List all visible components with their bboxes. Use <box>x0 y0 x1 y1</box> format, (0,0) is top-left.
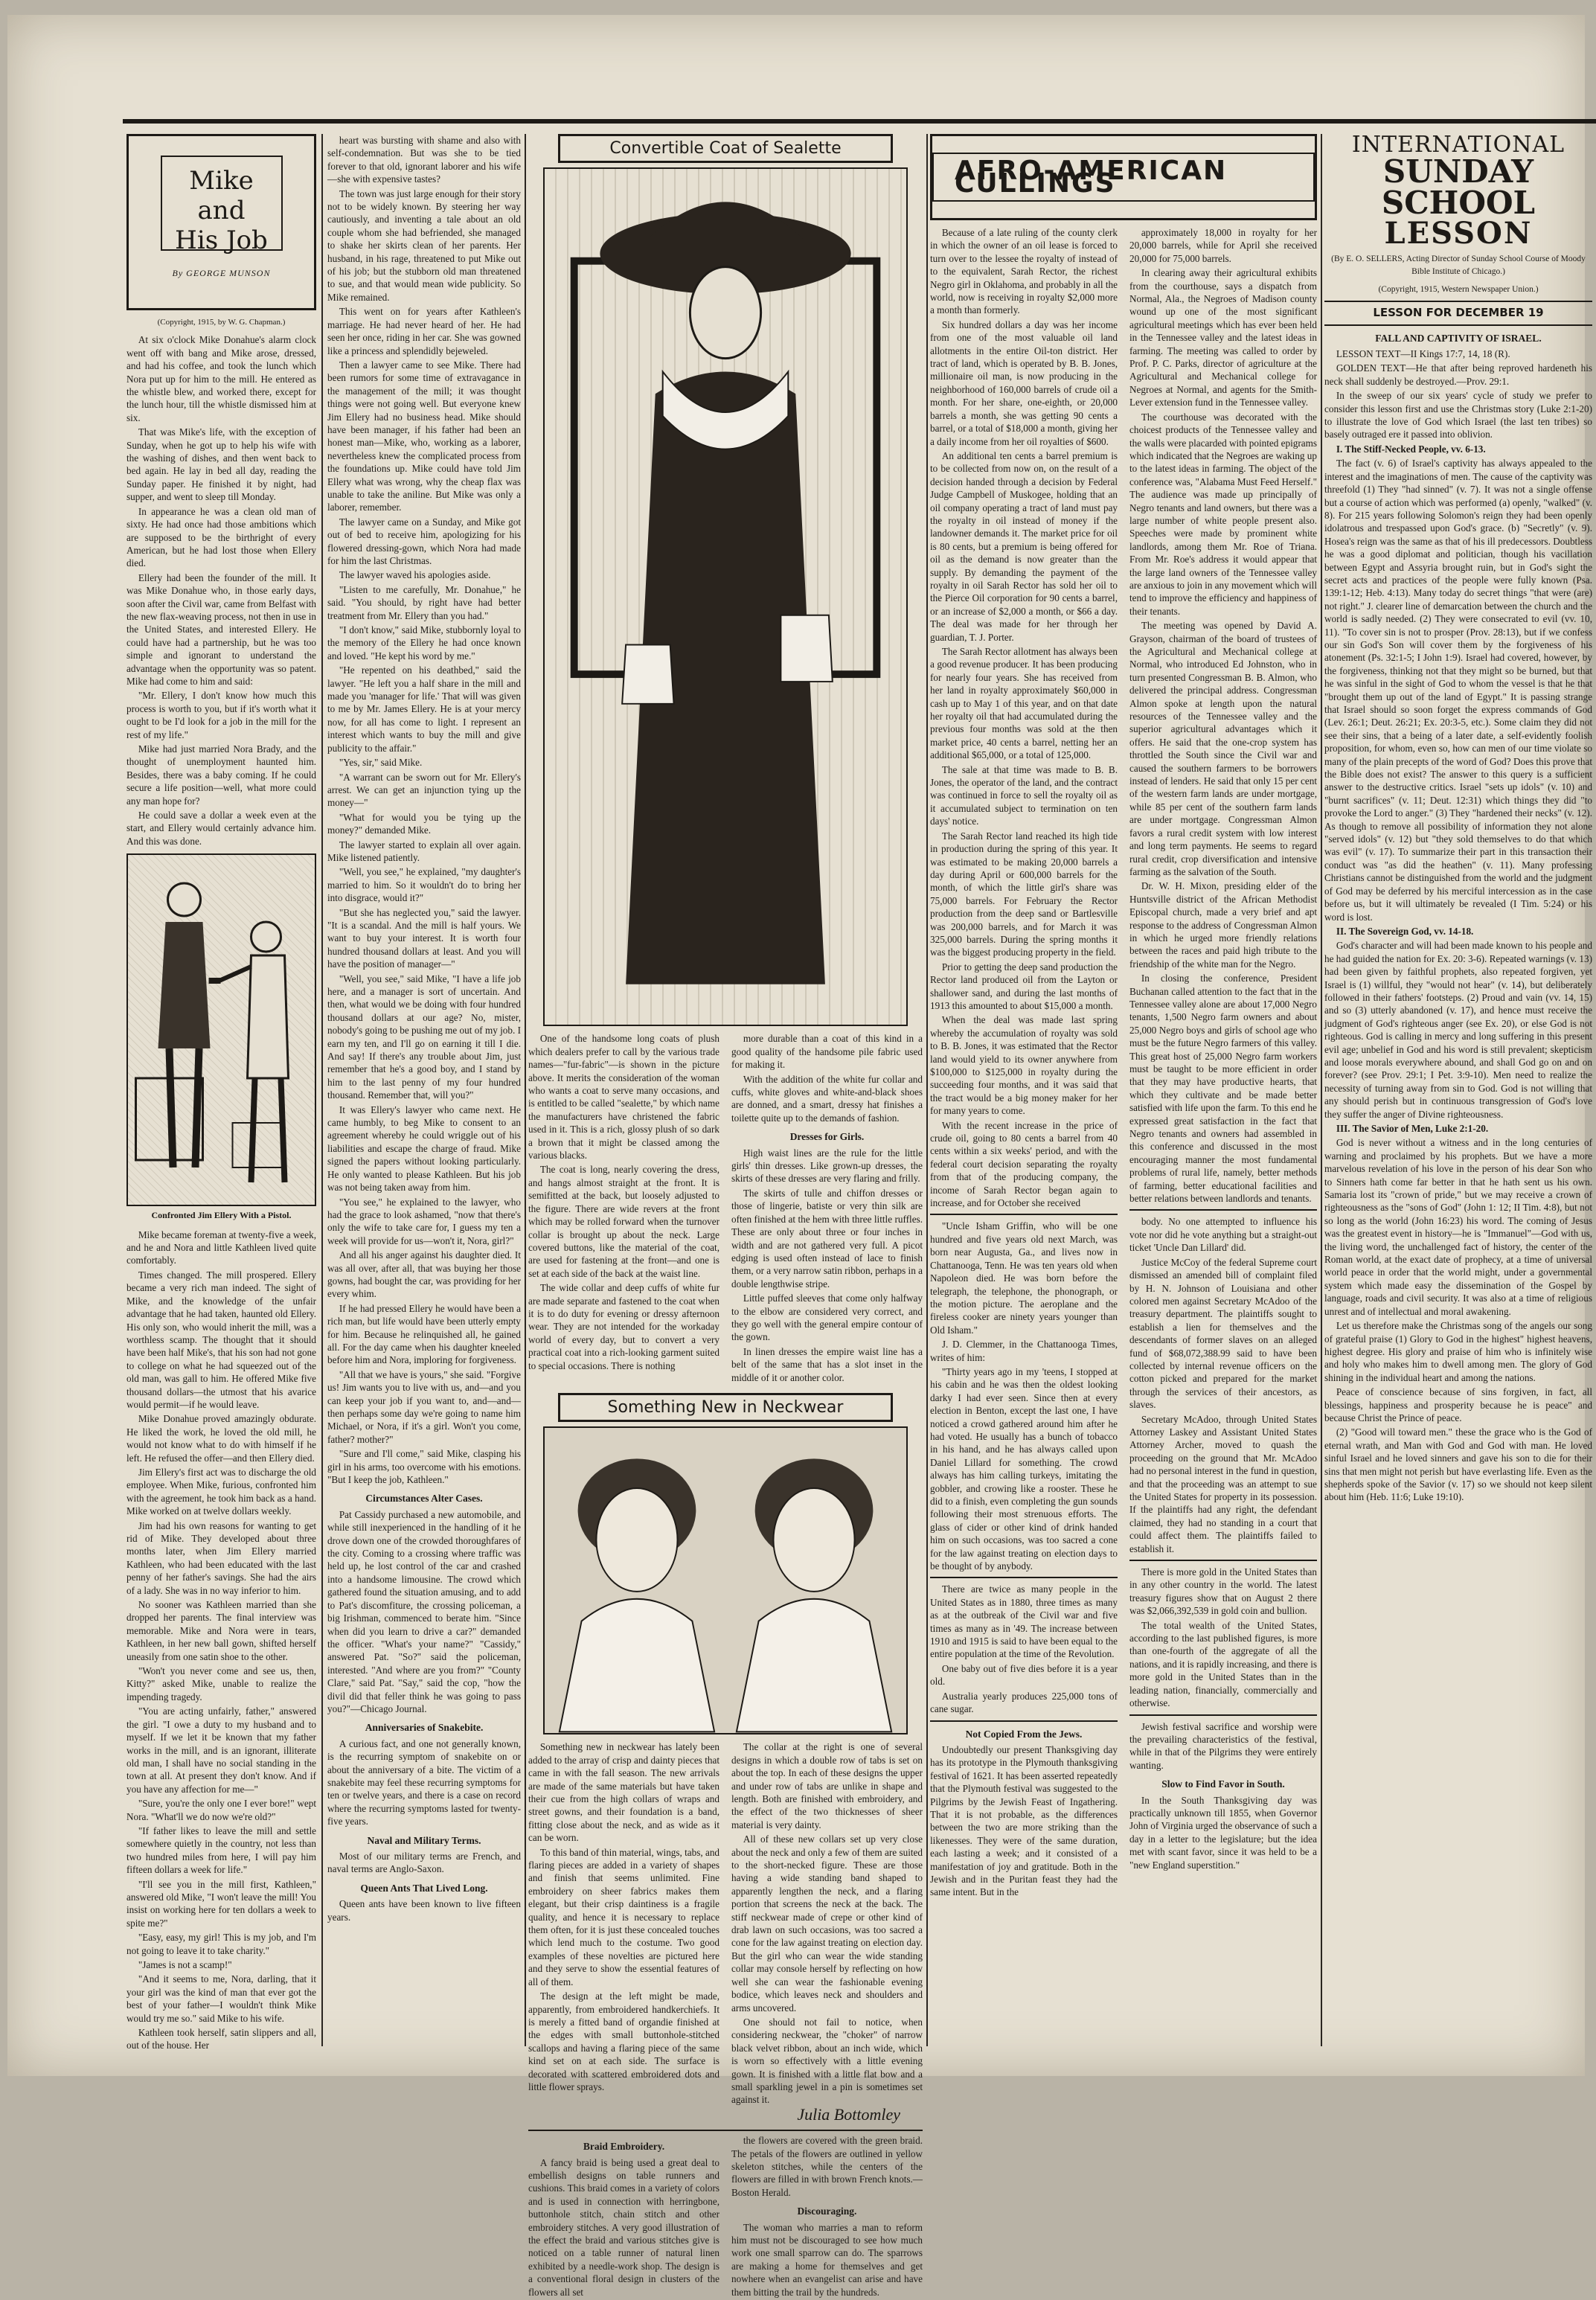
cullings-masthead <box>930 134 1317 220</box>
column-divider <box>321 134 323 2046</box>
section-heading: Braid Embroidery. <box>583 2141 665 2153</box>
braid-article <box>528 2130 923 2300</box>
paragraph: Queen ants have been known to live fifteen years. <box>327 1898 521 1923</box>
lesson-copyright: (Copyright, 1915, Western Newspaper Union.) <box>1378 284 1539 294</box>
paragraph: "You are acting unfairly, father," answered the girl. "I owe a duty to my husband and to myself. If we let it be known that my father works in the mill, and is an ignorant, illiterate old man, I shall have no social standing in the town at all. At present they don't know. And if you have any affection for me—" <box>126 1705 316 1795</box>
paragraph: The total wealth of the United States, according to the last published figures, is more than one-fourth of the aggregate of all the nations, and it is rapidly increasing, and there is more gold in the United States than in the leading nation, financially, commercially and otherwise. <box>1129 1619 1317 1709</box>
paragraph: "A warrant can be sworn out for Mr. Ellery's arrest. We can get an injunction tying up the money—" <box>327 771 521 809</box>
paragraph: "What for would you be tying up the money?" demanded Mike. <box>327 811 521 836</box>
lesson-subject: FALL AND CAPTIVITY OF ISRAEL. <box>1375 332 1542 344</box>
paragraph: J. D. Clemmer, in the Chattanooga Times, writes of him: <box>930 1339 1118 1363</box>
paragraph: "Thirty years ago in my 'teens, I stopped at his cabin and he was then the oldest looking darky I had ever seen. Since then at every election in Benton, except the last one, I have noticed a crowd gathered around him after he had voted. He usually has a bunch of tobacco in his hand, and he has always called upon Daniel Lillard for something. The crowd always has him calling turkeys, imitating the gobbler, and crowing like a rooster. These he did to a finish, even completing the gun sounds following their most strenuous efforts. The glass of cider or other kind of drink handed him on such occasions, was too sacred a cone for the law against treating on election days to be thought of by anybody. <box>930 1365 1118 1572</box>
neckwear-feature-title: Something New in Neckwear <box>558 1393 893 1422</box>
paragraph: God's character and will had been made known to his people and he had guided the nation for Ex. 20: 3-6). Repeated warnings (v. 13) had been given by faithful prophets, also repeated forgiven, yet Israel is (1) willful, they "would not hear" (v. 14), but deliberately followed in their fathers' footsteps. (2) Proud and vain (vv. 14, 15) and so (3) utterly abandoned (v. 17), and hence must receive the judgment of God's righteous anger (see Ex. 20), or else God is not righteous. God is calling in mercy and long suffering in this present evil age; unbelief in God and his word is still prevalent; skepticism and loose morals everywhere abound, and shall God go on and on forever? (see Prov. 29:1; I Pet. 3:9-10). Men need to realize the necessity of turning away from sin to God. God is not willing that any should perish but in continuous transgression of God's love they suffer the anger of Divine righteousness. <box>1324 940 1592 1120</box>
column-afro-american-cullings <box>930 134 1317 2054</box>
paragraph: Secretary McAdoo, through United States Attorney Laskey and Assistant United States Attorney Archer, moved to quash the proceeding on the ground that Mr. McAdoo had no personal interest in the fund in question, and that the proceeding was an attempt to sue the United States for property in its possession. If the plaintiffs had any right, the defendant claimed, they had no standing in a court that could affect them. The plaintiffs failed to establish it. <box>1129 1413 1317 1554</box>
lesson-author: (By E. O. SELLERS, Acting Director of Sunday School Course of Moody Bible Institute of Chicago.) <box>1331 254 1586 277</box>
paragraph: Jim had his own reasons for wanting to get rid of Mike. They developed about three months later, when Jim Ellery married Kathleen, who had been educated with the last penny of her father's savings. She had the airs of a lady. She was in no way inferior to him. <box>126 1519 316 1596</box>
paragraph: In closing the conference, President Buchanan called attention to the fact that in the Tennessee valley alone are about 17,000 Negro tenants, 1,500 Negro farm owners and about 25,000 Negro boys and girls of school age who must be the future Negro farmers of this valley. This great host of 25,000 Negro farm workers must be taught to be more efficient in order that they may have productive hearts, that which they cultivate and be made better satisfied with life upon the farm. To this end he expressed great satisfaction in the fact that Negro tenants and owners had assembled in this conference and discussed in the most encouraging manner the most fundamental problems of rural life, namely, better methods of farming, better educational facilities and better relations between landlords and tenants. <box>1129 973 1317 1205</box>
paragraph: Most of our military terms are French, and naval terms are Anglo-Saxon. <box>327 1851 521 1875</box>
paragraph: heart was bursting with shame and also with self-condemnation. But was she to be tied forever to that old, ignorant laborer and his wife—she with expensive tastes? <box>327 135 521 185</box>
paragraph: The Sarah Rector land reached its high tide in production during the spring of this year. It was estimated to be making 20,000 barrels a day during April or 600,000 barrels for the month, of which the little girl's share was 75,000 barrels. For February the Rector production from the deep sand or Bartlesville was 200,000 barrels, and for March it was 325,000 barrels. During the spring months it was the biggest producing property in the field. <box>930 830 1118 958</box>
paragraph: Times changed. The mill prospered. Ellery became a very rich man indeed. The sight of Mike, and the knowledge of the unfair advantage that he had taken, haunted old Ellery. His only son, who would inherit the mill, was a worthless scamp. The thought that it should have been half Mike's, that his son had not gone to college on what he had squeezed out of the old man, was gall to him. He offered Mike five thousand dollars—the utmost that his avarice would permit—if he would leave. <box>126 1269 316 1410</box>
paragraph: "Listen to me carefully, Mr. Donahue," he said. "You should, by right have had better treatment from Mr. Ellery than you had." <box>327 583 521 621</box>
paragraph: "I don't know," said Mike, stubbornly loyal to the memory of the Ellery he had once known and loved. "He kept his word by me." <box>327 624 521 662</box>
paragraph: In linen dresses the empire waist line has a belt of the same that has a slot inset in the middle of it or another color. <box>731 1345 923 1383</box>
paragraph: Dr. W. H. Mixon, presiding elder of the Huntsville district of the African Methodist Episcopal church, made a very brief and apt response to the address of Congressman Almon in which he urged more friendly relations between the races and paid high tribute to the friendship of the white man for the Negro. <box>1129 880 1317 970</box>
paragraph: LESSON TEXT—II Kings 17:7, 14, 18 (R). <box>1336 348 1510 360</box>
paragraph: The design at the left might be made, apparently, from embroidered handkerchiefs. It is merely a fitted band of organdie finished at the edges with small buttonhole-stitched scallops and having a flaring piece of the same kind set on at each side. The surface is decorated with scattered embroidered dots and little flower sprays. <box>528 1990 720 2092</box>
paragraph: Ellery had been the founder of the mill. It was Mike Donahue who, in those early days, soon after the Civil war, came from Belfast with the new flax-weaving process, not then in use in the United States, and interested Ellery. He could have had a partnership, but he was too simple and ignorant to understand the advantage when the opportunity was so patent. Mike had come to him and said: <box>126 571 316 687</box>
paragraph: Jewish festival sacrifice and worship were the prevailing characteristics of the festival, while in that of the Pilgrims they were entirely wanting. <box>1129 1720 1317 1771</box>
two-collars-icon <box>545 1428 906 1733</box>
paragraph: Then a lawyer came to see Mike. There had been rumors for some time of extravagance in the management of the mill; it was thought things were not going well. But everyone knew Jim Ellery had no business head. Mike should have been manager, if his father had been an honest man—Mike, who, working as a laborer, nevertheless knew the complicated process from the foundations up. Mike could have told Jim Ellery what was wrong, why the cheap flax was unable to take the aniline. But Mike was only a laborer, remember. <box>327 359 521 513</box>
paragraph: An additional ten cents a barrel premium is to be collected from now on, on the result of a decision handed through a decision by Federal Judge Campbell of Muskogee, holding that an oil company operating a tract of land must pay the royalty in oil instead of money if the landowner demands it. The market price for oil is 80 cents, but a premium is being offered for oil as the demand is now greater than the supply. By demanding the payment of the royalty in oil Sarah Rector has sold her oil to the Pierce Oil corporation for 90 cents a barrel, or an increase of $2,000 a month, or $66 a day. The deal was made for her through her guardian, T. J. Porter. <box>930 449 1118 643</box>
paragraph: There is more gold in the United States than in any other country in the world. The latest treasury figures show that on August 2 there was $2,066,392,539 in gold coin and bullion. <box>1129 1566 1317 1617</box>
paragraph: The sale at that time was made to B. B. Jones, the operator of the land, and the contract was continued in force to sell the royalty oil as it accumulated subject to termination on ten days' notice. <box>930 763 1118 827</box>
paragraph: "Easy, easy, my girl! This is my job, and I'm not going to leave it to take charity." <box>126 1932 316 1956</box>
cullings-title: AFRO-AMERICAN CULLINGS <box>932 153 1315 202</box>
paragraph: This went on for years after Kathleen's marriage. He had never heard of her. He had seen her once, riding in her car. She was gowned like a princess and splendidly bejeweled. <box>327 306 521 356</box>
paragraph: There are twice as many people in the United States as in 1880, three times as many as at the outbreak of the Civil war and five times as many as in '49. The increase between 1910 and 1915 is said to have been equal to the entire population at the time of the Revolution. <box>930 1583 1118 1660</box>
paragraph: Something new in neckwear has lately been added to the array of crisp and dainty pieces that came in with the fall season. The new arrivals are made of the same materials but have taken their cue from the high collars of wraps and street gowns, and their foundation is a band, fitting close about the neck, and as wide as it can be worn. <box>528 1741 720 1844</box>
section-heading: Circumstances Alter Cases. <box>365 1493 483 1505</box>
paragraph: The lawyer waved his apologies aside. <box>339 569 491 581</box>
paragraph: When the deal was made last spring whereby the accumulation of royalty was sold to B. B. Jones, it was estimated that the Rector land would yield to its owner anywhere from $100,000 to $125,000 in royalty during the succeeding four months, and it was said that the tract would be a big money maker for her for many years to come. <box>930 1014 1118 1117</box>
paragraph: The wide collar and deep cuffs of white fur are made separate and fastened to the coat when it is to do duty for evening or dressy afternoon wear. They are not intended for the workaday world of every day, but to convert a very practical coat into a rich-looking garment suited to special occasions. There is nothing <box>528 1282 720 1371</box>
signature: Julia Bottomley <box>797 2104 900 2124</box>
paragraph: With the recent increase in the price of crude oil, going to 80 cents a barrel from 40 cents within a six weeks' period, and with the federal court decision separating the royalty from that of the producing company, the income of Sarah Rector began again to increase, and for October she received <box>930 1119 1118 1209</box>
section-heading: II. The Sovereign God, vv. 14-18. <box>1336 925 1474 937</box>
paragraph: A curious fact, and one not generally known, is the recurring symptom of snakebite on or about the anniversary of a bite. The victim of a snakebite may feel these recurring symptoms for ten or twelve years, and there is a case on record where the recurring symptoms lasted for twenty-five years. <box>327 1737 521 1827</box>
column-divider <box>926 134 928 2046</box>
paragraph: Mike became foreman at twenty-five a week, and he and Nora and little Kathleen lived quite comfortably. <box>126 1229 316 1266</box>
paragraph: The fact (v. 6) of Israel's captivity has always appealed to the interest and the imaginations of men. The cause of the captivity was threefold (1) They "had sinned" (v. 7). It was not a single offense but a course of action which was performed (a) openly, "walked" (v. 8). For 215 years following Solomon's reign they had been openly idolatrous and trespassed upon God's grace. (b) "Secretly" (v. 9). Hosea's reign was the same as that of his ill predecessors. Doubtless he was a good diplomat and politician, though his vacillation between Egypt and Assyria brought ruin, but in God's sight the secret acts and practices of the people were fully known (Psa. 139:1-12; Heb. 4:13). Many today do secret things "that were (are) not right." J. clearer line of demarcation between the church and the world is sadly needed. (2) They were consecrated to evil (vv. 10, 11). "To cover sin is not to prosper (Prov. 28:13), but if we confess our sin God's Son will cover them by the forgiveness of his atonement (Ps. 32:1-5; I John 1:9). Israel had covered, however, by the forgiveness, thinking not that they might so be burned, but that he was sinful in the sight of God to whom the vessel is that he that "brought them up out of the land of Egypt." It is passing strange that Israel should so soon forget the express commands of God (Lev. 26:1; Deut. 26:21; Ex. 20:3-5, etc.). Some claim they did not see their sins, that a being of a later date, a self-evidently foolish proposition, for whom, even so, how can men of our time violate so many of the plain precepts of the word of God? Does this prove that the Bible does not exist? The answer to this query is a sufficient answer to the destructive critics. Israel "sets up idols" (v. 10) and "burnt sacrifices" (v. 11; Deut. 12:31) which things they did "to provoke the Lord to anger." (3) They "hardened their necks" (v. 12). As though to remove all possibility of information they not alone "served idols" (v. 12) but "they sold themselves to do that which was evil" (v. 17). To summarize their part in this transaction their conduct was "as did the heathen" (v. 11). Many professing Christians cannot be distinguished from the world and the judgment of God may be deferred by his merciful intercession as in the case before us, but it will ultimately be revealed (I Tim. 5:24) or his word is lost. <box>1324 458 1592 923</box>
column-divider <box>525 134 526 2046</box>
paragraph: At six o'clock Mike Donahue's alarm clock went off with bang and Mike arose, dressed, and had his coffee, and took the lunch which Nora put up for him to the mill. He entered as the whistle blew, and worked there, except for the lunch hour, till the whistle dismissed him at six. <box>126 334 316 423</box>
lesson-date: LESSON FOR DECEMBER 19 <box>1373 306 1544 320</box>
paragraph: God is never without a witness and in the long centuries of warning and proclaimed by his prophets. But we have a more marvelous revelation of his love in the person of his dear Son who to Sinners hath come far better in that he hath sent us his own. Samaria lost its "crown of pride," but we may receive a crown of righteousness as the "sons of God" (John 1: 12; II Tim. 4:8), but not so long as the world (John 16:23) his word. The coming of Jesus was the greatest event in history—he is "Immanuel"—God with us, the living word, the unchallenged fact of history, the center of the Roman world, at the exact date of prophecy, at a time of universal world peace in order that the world might, under a governmental system which made easy the dissemination of the Gospel by language, roads and civil security. It was also at a time of religious unrest and of intellectual and moral awakening. <box>1324 1137 1592 1317</box>
section-heading: Queen Ants That Lived Long. <box>360 1882 488 1894</box>
paragraph: Let us therefore make the Christmas song of the angels our song of grateful praise (1) Glory to God in the highest" highest heavens, highest degree. His glory and praise of him who is infinitely wise and holy who makes him to dwell among men. The glory of God shining in the individual heart and among the nations. <box>1324 1320 1592 1383</box>
paragraph: One of the handsome long coats of plush which dealers prefer to call by the various trade names—"fur-fabric"—is shown in the picture above. It merits the consideration of the woman who wants a coat to serve many occasions, and is entitled to be called "sealette," by which name the manufacturers have christened the fabric used in it. This is a rich, glossy plush of so dark a brown that it might be classed among the various blacks. <box>528 1033 720 1162</box>
paragraph: In the sweep of our six years' cycle of study we prefer to consider this lesson first and use the Christmas story (Luke 2:1-20) to illustrate the love of God which Israel (the last ten tribes) so basely outraged ere it passed into oblivion. <box>1324 390 1592 441</box>
paragraph: the flowers are covered with the green braid. The petals of the flowers are outlined in yellow skeleton stitches, while the centers of the flowers are filled in with brown French knots.—Boston Herald. <box>731 2135 923 2198</box>
paragraph: The Sarah Rector allotment has always been a good revenue producer. It has been producing for nearly four years. She has received from her land in royalty approximately $60,000 in cash up to May 1 of this year, and on that date her royalty oil that had accumulated during the previous four months was sold at the then market price, 40 cents a barrel, netting her an additional $65,000, or a total of 125,000. <box>930 646 1118 761</box>
section-heading: Anniversaries of Snakebite. <box>365 1722 484 1734</box>
paragraph: A fancy braid is being used a great deal to embellish designs on table runners and cushions. This braid comes in a variety of colors and is used in connection with herringbone, buttonhole stitch, chain stitch and other embroidery stitches. A very good illustration of the effect the braid and various stitches give is noticed on a table runner of natural linen exhibited by a needle-work shop. The design is a conventional floral design in clusters of the flowers all set <box>528 2156 720 2298</box>
paragraph: "If father likes to leave the mill and settle somewhere quietly in the country, not less than two hundred miles from here, I will pay him fifteen dollars a week for life." <box>126 1825 316 1876</box>
column-fashion <box>528 134 923 2298</box>
paragraph: It was Ellery's lawyer who came next. He came humbly, to beg Mike to consent to an agreement whereby he could wriggle out of his liabilities and escape the charge of fraud. Mike signed the papers without looking particularly. He only wanted to please Kathleen. But his job was not being taken away from him. <box>327 1103 521 1194</box>
paragraph: The skirts of tulle and chiffon dresses or those of lingerie, batiste or very thin silk are often finished at the hem with three little ruffles. These are only about three or four inches in width and are not gathered very full. A picot edging is used often instead of lace to finish them, or a very narrow satin ribbon, perhaps in a double lengthwise stripe. <box>731 1187 923 1290</box>
paragraph: "Mr. Ellery, I don't know how much this process is worth to you, but if it's worth what it ought to be I'd look for a job in the mill for the rest of my life." <box>126 690 316 740</box>
column-mike-continued <box>327 134 521 2054</box>
coat-feature-title: Convertible Coat of Sealette <box>558 134 893 163</box>
section-heading: Dresses for Girls. <box>789 1131 865 1143</box>
paragraph: "Sure and I'll come," said Mike, clasping his girl in his arms, too overcome with his emotions. "But I keep the job, Kathleen." <box>327 1448 521 1486</box>
newspaper-page <box>7 15 1592 2298</box>
paragraph: "But she has neglected you," said the lawyer. "It is a scandal. And the mill is half yours. We want to buy your interest. It is worth four hundred thousand dollars at least. And you will have the position of manager—" <box>327 906 521 970</box>
paragraph: If he had pressed Ellery he would have been a rich man, but life would have been utterly empty for him. Because he relinquished all, he gained all. For the day came when his daughter kneeled before him and Nora, imploring for forgiveness. <box>327 1302 521 1366</box>
paragraph: Because of a late ruling of the county clerk in which the owner of an oil lease is forced to turn over to the lessee the royalty of instead of to the equivalent, Sarah Rector, the richest Negro girl in Oklahoma, and probably in all the world, now is receiving in royalty $2,000 more a month than formerly. <box>930 227 1118 316</box>
column-mike-and-his-job <box>126 134 316 2054</box>
paragraph: "All that we have is yours," she said. "Forgive us! Jim wants you to live with us, and—and you can keep your job if you want to, and—and—then perhaps some day we're going to name him Michael, or Nora, if it's a girl. Won't you come, father? mother?" <box>327 1368 521 1445</box>
paragraph: The courthouse was decorated with the choicest products of the Tennessee valley and the walls were placarded with pointed epigrams which indicated that the Negroes are waking up to the latest ideas in farming. The object of the conference was, "Alabama Must Feed Herself." The audience was made up principally of Negro tenants and land owners, but there was a large number of white people present also. Speeches were made by prominent white landlords, among them Mr. Roe of Triana. From Mr. Roe's address it would appear that the large land owners of the Tennessee valley are anxious to join in any movement which will tend to improve the efficiency and happiness of their tenants. <box>1129 411 1317 617</box>
coat-article <box>528 1032 923 1386</box>
paragraph: "Uncle Isham Griffin, who will be one hundred and five years old next March, was born near Augusta, Ga., and lives now in Chattanooga, Tenn. He was ten years old when Napoleon died. He was born before the telegraph, the telephone, the phonograph, or the motion picture. The aeroplane and the fireless cooker are ninety years younger than Old Isham." <box>930 1220 1118 1336</box>
paragraph: "Won't you never come and see us, then, Kitty?" asked Mike, unable to realize the impending tragedy. <box>126 1665 316 1702</box>
paragraph: The town was just large enough for their story not to be widely known. By steering her way cautiously, and inventing a tale about an old couple whom she had befriended, she managed to shake her skirts clean of her parents. Her husband, in his rage, threatened to put Mike out of his job; but the stubborn old man threatened to sue, and that would mean wide publicity. So Mike remained. <box>327 188 521 303</box>
section-heading: Naval and Military Terms. <box>367 1834 481 1846</box>
paragraph: The meeting was opened by David A. Grayson, chairman of the board of trustees of the Agricultural and Mechanical college at Normal, who introduced Ed Johnston, who in turn presented Congressman B. B. Almon, who delivered the principal address. Congressman Almon spoke at length upon the natural resources of the Tennessee valley and the superior agricultural advantages which it offers. He said that the one-crop system has throttled the South since the Civil war and caused the southern farmers to be borrowers instead of lenders. He said that only 15 per cent of the western farm lands are under mortgage, while 85 per cent of the southern farm lands are under mortgage. Congressman Almon favors a rural credit system with low interest and long term payments. He seems to regard rural credit, crop diversification and intensive farming as the salvation of the South. <box>1129 620 1317 877</box>
paragraph: "Sure, you're the only one I ever bore!" wept Nora. "What'll we do now we're old?" <box>126 1798 316 1822</box>
paragraph: The collar at the right is one of several designs in which a double row of tabs is set on about the top. In each of these designs the upper and under row of tabs are unlike in shape and length. Both are finished with embroidery, and the effect of the two thicknesses of sheer material is very dainty. <box>731 1741 923 1830</box>
top-rule <box>123 119 1596 124</box>
column-divider <box>1321 134 1322 2046</box>
story-title: Mike and His Job <box>161 156 283 251</box>
paragraph: "Well, you see," said Mike, "I have a life job here, and a manager is sort of uncertain. And then, what would we be doing with four hundred thousand dollars at our age? No, mister, nobody's going to be pushing me out of my job. I earn my ten, and I'll go on earning it till I die. And say! If there's any trouble about Jim, just remember that he's a good boy, and I stand by him to the last penny of my four hundred thousand. Remember that, will you?" <box>327 973 521 1101</box>
paragraph: The lawyer started to explain all over again. Mike listened patiently. <box>327 839 521 863</box>
paragraph: approximately 18,000 in royalty for her 20,000 barrels, while for April she received 20,000 for 75,000 barrels. <box>1129 227 1317 264</box>
section-heading: Slow to Find Favor in South. <box>1161 1778 1285 1790</box>
paragraph: And all his anger against his daughter died. It was all over, after all, that was buying her those gowns, had bought the car, was providing for her every whim. <box>327 1249 521 1300</box>
paragraph: "You see," he explained to the lawyer, who had the grace to look ashamed, "now that there's only the wife to take care for, I guess my ten a week will provide for us—won't it, Nora, girl?" <box>327 1196 521 1246</box>
paragraph: High waist lines are the rule for the little girls' thin dresses. Like grown-up dresses, the skirts of these dresses are very flaring and frilly. <box>731 1147 923 1185</box>
story-illustration <box>126 853 316 1206</box>
paragraph: "Yes, sir," said Mike. <box>339 757 423 769</box>
paragraph: "And it seems to me, Nora, darling, that it your girl was the kind of man that ever got the best of your father—I wouldn't think Mike would try me so." said Mike to his wife. <box>126 1973 316 2024</box>
paragraph: The woman who marries a man to reform him must not be discouraged to see how much work one small sparrow can do. The sparrows are making a home for themselves and get nowhere when an evangelist can arise and have them bitting the trail by the hundreds. <box>731 2221 923 2298</box>
copyright: (Copyright, 1915, by W. G. Chapman.) <box>157 318 286 327</box>
paragraph: He could save a dollar a week even at the start, and Ellery would certainly advance him. And this was done. <box>126 810 316 847</box>
paragraph: "James is not a scamp!" <box>138 1959 232 1970</box>
neckwear-article <box>528 1740 923 2122</box>
illustration-caption: Confronted Jim Ellery With a Pistol. <box>151 1210 292 1221</box>
paragraph: Mike Donahue proved amazingly obdurate. He liked the work, he loved the old mill, he would not know what to do with himself if he left. He refused the offer—and then Ellery died. <box>126 1413 316 1464</box>
paragraph: To this band of thin material, wings, tabs, and flaring pieces are added in a variety of shapes and finish that seems unlimited. Fine embroidery on sheer fabrics makes them elegant, but their crisp daintiness is a fragile quality, and hence it is necessary to replace them often, for it is just these concealed touches which lend much to the costume. Two good examples of these novelties are pictured here and they serve to show the essential features of all of them. <box>528 1846 720 1987</box>
paragraph: Justice McCoy of the federal Supreme court dismissed an amended bill of complaint filed by H. N. Johnson of Louisiana and other colored men against Secretary McAdoo of the treasury department. The plaintiffs sought to establish a lien for themselves and the descendants of former slaves on an alleged fund of $68,072,388.99 said to have been collected by internal revenue officers on the cotton picked and prepared for the market through the services of their ancestors, as slaves. <box>1129 1256 1317 1411</box>
paragraph: Undoubtedly our present Thanksgiving day has its prototype in the Plymouth thanksgiving festival of 1621. It has been asserted repeatedly that the Plymouth festival was suggested to the Pilgrims by the Jewish Feast of Ingathering. That it is not probable, as the differences between the two are more striking than the likenesses. They were of the same duration, each lasting a week; and it consisted of a manifestation of joy and gratitude. Both in the Jewish and in the Puritan feast they had the same intent. But in the <box>930 1743 1118 1898</box>
section-heading: I. The Stiff-Necked People, vv. 6-13. <box>1336 443 1486 455</box>
paragraph: GOLDEN TEXT—He that after being reproved hardeneth his neck shall suddenly be destroyed.—Prov. 29:1. <box>1324 362 1592 387</box>
lesson-masthead: INTERNATIONAL SUNDAY SCHOOL LESSON <box>1351 132 1565 251</box>
paragraph: All of these new collars set up very close about the neck and only a few of them are suited to the short-necked figure. These are those having a wide standing band shaped to apparently lengthen the neck, and a flaring portion that screens the neck at the back. The stiff neckwear made of crepe or other kind of drab lawn on such occasions, was too sacred a cone for the law against treating on election day. But the girl who can wear the wide standing collar may console herself by reflecting on how well she can wear the fashionable evening bodice, which leaves neck and shoulders and arms uncovered. <box>731 1833 923 2014</box>
paragraph: No sooner was Kathleen married than she dropped her parents. The final interview was memorable. Mike and Nora were in tears, Kathleen, in her new ball gown, shifted herself uneasily from one satin shoe to the other. <box>126 1599 316 1662</box>
paragraph: In clearing away their agricultural exhibits from the courthouse, says a dispatch from Normal, Ala., the Negroes of Madison county wound up one of the most significant agricultural meetings which has ever been held in the Tennessee valley and the latest ideas in farming. The meeting was called to order by Prof. P. C. Parks, director of agriculture at the Agricultural and Mechanical college for Negroes at Normal, and agents for the Smith-Lever extension fund in the Tennessee valley. <box>1129 267 1317 409</box>
paragraph: Prior to getting the deep sand production the Rector land produced oil from the Layton or shallower sand, and during the last months of 1913 this amounted to about $15,000 a month. <box>930 961 1118 1011</box>
coat-illustration <box>543 167 908 1026</box>
paragraph: Six hundred dollars a day was her income from one of the most valuable oil land allotments in the entire Oil-ton district. Her tract of land, which is operated by B. B. Jones, millionaire oil man, is now producing in the neighborhood of 160,000 barrels of crude oil a month. For her share, one-eighth, or 20,000 barrels a month, she was getting 90 cents a barrel, or a total of $18,000 a month, giving her a daily income from her oil royalties of $600. <box>930 318 1118 447</box>
paragraph: Mike had just married Nora Brady, and the thought of unemployment haunted him. Besides, there was a baby coming. If he could secure a life position—well, what more could any man hope for? <box>126 743 316 807</box>
story-masthead <box>126 134 316 310</box>
pistol-scene-icon <box>128 855 315 1205</box>
paragraph: That was Mike's life, with the exception of Sunday, when he got up to help his wife with the washing of dishes, and then went back to bed again. He lay in bed all day, reading the Sunday paper. He finished it by night, had supper, and went to sleep till Monday. <box>126 426 316 503</box>
paragraph: With the addition of the white fur collar and cuffs, white gloves and white-and-black shoes are donned, and a smart, dressy hat finishes a toilette quite up to the demands of fashion. <box>731 1073 923 1124</box>
paragraph: "I'll see you in the mill first, Kathleen," answered old Mike, "I won't leave the mill! You insist on working here for ten dollars a week to spite me?" <box>126 1878 316 1929</box>
paragraph: One should not fail to notice, when considering neckwear, the "choker" of narrow black velvet ribbon, about an inch wide, which is worn so effectively with a little evening gown. It is finished with a little flat bow and a small sparkling jewel in a pin is sometimes set against it. <box>731 2016 923 2106</box>
section-heading: Not Copied From the Jews. <box>965 1728 1083 1740</box>
paragraph: The lawyer came on a Sunday, and Mike got out of bed to receive him, apologizing for his flowered dressing-gown, which Nora had made for him the last Christmas. <box>327 516 521 566</box>
section-heading: III. The Savior of Men, Luke 2:1-20. <box>1336 1123 1489 1134</box>
paragraph: Pat Cassidy purchased a new automobile, and while still inexperienced in the handling of it he drove down one of the crowded thoroughfares of the city. Coming to a crossing where traffic was held up, he lost control of the car and crashed into a handsome limousine. The crowd which gathered found the situation amusing, and to add to Pat's discomfiture, the crossing policeman, a big Irishman, commenced to berate him. "Since when did you learn to drive a car?" demanded the officer. "What's your name?" "Cassidy," answered Pat. "So?" said the policeman, interested. "And where are you from?" "County Clare," said Pat. "Say," said the cop, "how the divil did that feller think he was going to pass you?"—Chicago Journal. <box>327 1508 521 1714</box>
paragraph: Kathleen took herself, satin slippers and all, out of the house. Her <box>126 2027 316 2051</box>
paragraph: Australia yearly produces 225,000 tons of cane sugar. <box>930 1690 1118 1715</box>
paragraph: Little puffed sleeves that come only halfway to the elbow are considered very correct, and they go well with the general empire contour of the gown. <box>731 1292 923 1343</box>
woman-in-coat-icon <box>545 169 906 1025</box>
paragraph: Peace of conscience because of sins forgiven, in fact, all blessings, happiness and prosperity because he is peace" and because Christ the Prince of peace. <box>1324 1386 1592 1423</box>
paragraph: (2) "Good will toward men." these the grace who is the God of eternal wrath, and Man with God and God with man. He loved sinful Israel and he loved sinners and gave his son to die for their sins that men might not perish but have everlasting life. Even as the shepherds spoke of the Savior (v. 17) so we should not keep silent about him (Heb. 11:6; Luke 19:10). <box>1324 1426 1592 1503</box>
paragraph: In appearance he was a clean old man of sixty. He had once had those ambitions which are supposed to be the birthright of every American, but he had lost those when Ellery died. <box>126 505 316 569</box>
byline: By GEORGE MUNSON <box>172 268 271 278</box>
paragraph: One baby out of five dies before it is a year old. <box>930 1662 1118 1688</box>
paragraph: more durable than a coat of this kind in a good quality of the handsome pile fabric used for making it. <box>731 1033 923 1071</box>
paragraph: In the South Thanksgiving day was practically unknown till 1855, when Governor John of Virginia urged the observance of such a day in a letter to the legislature; but the idea met with scant favor, since it was held to be a "new England superstition." <box>1129 1794 1317 1871</box>
section-heading: Discouraging. <box>797 2205 857 2217</box>
paragraph: "Well, you see," he explained, "my daughter's married to him. So it wouldn't do to bring her into disgrace, would it?" <box>327 866 521 904</box>
paragraph: body. No one attempted to influence his vote nor did he vote anything but a straight-out ticket 'Uncle Dan Lillard' did. <box>1129 1216 1317 1254</box>
column-sunday-school-lesson <box>1324 134 1592 2054</box>
paragraph: The coat is long, nearly covering the dress, and hangs almost straight at the front. It is semifitted at the back, but loosely adjusted to the figure. There are wide revers at the front which may be rolled forward when the turnover collar is brought up about the neck. Large covered buttons, like the material of the coat, are used for fastening at the front—and one is set at each side of the back at the waist line. <box>528 1164 720 1279</box>
paragraph: Jim Ellery's first act was to discharge the old employee. When Mike, furious, confronted him with the agreement, he took him back as a hand. Mike worked on at twelve dollars weekly. <box>126 1466 316 1517</box>
paragraph: "He repented on his deathbed," said the lawyer. "He left you a half share in the mill and made you 'manager for life.' That will was given to me by Mr. James Ellery. He is at your mercy now, for all has come to light. I represent an interest which wants to buy the mill and give publicity to the affair." <box>327 664 521 754</box>
neckwear-illustration <box>543 1426 908 1734</box>
